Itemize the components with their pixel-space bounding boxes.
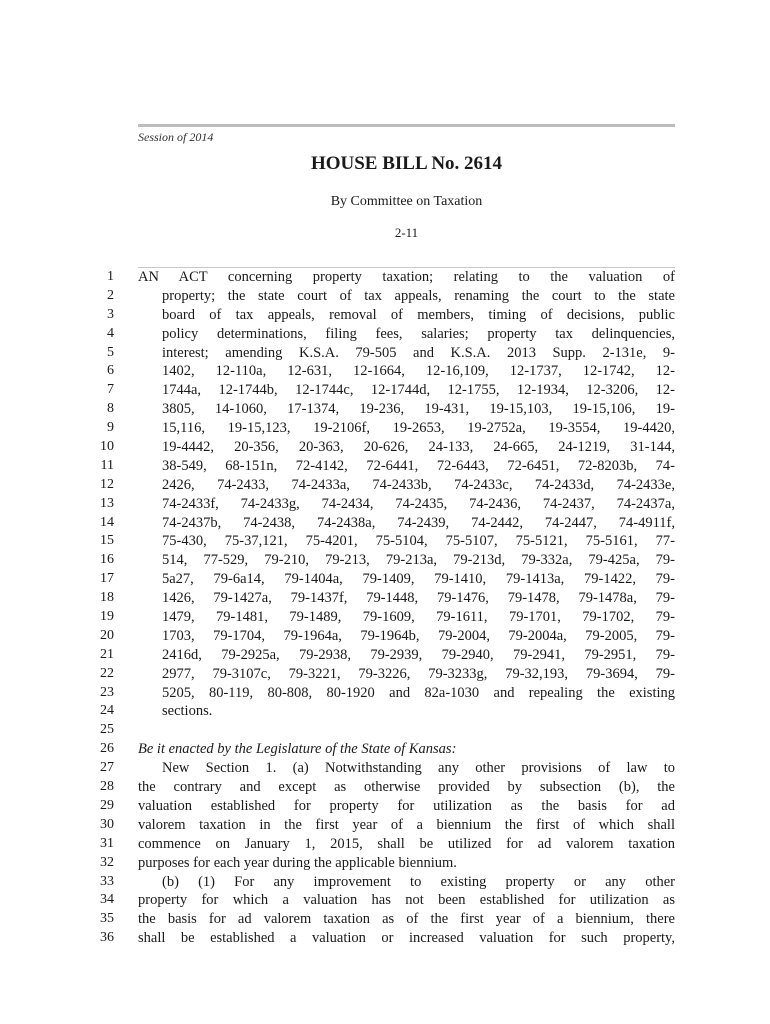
session-label: Session of 2014 [138,130,214,144]
line-number: 4 [107,325,114,341]
bill-line [0,910,770,929]
line-text: 514, 77-529, 79-210, 79-213, 79-213a, 79-213d, 79-332a, 79-425a, 79- [162,552,675,569]
line-number: 21 [100,646,114,662]
line-number: 12 [100,476,114,492]
bill-line [0,551,770,570]
bill-line [0,589,770,608]
bill-title: HOUSE BILL No. 2614 [310,153,503,174]
bill-line [0,797,770,816]
bill-line [0,665,770,684]
line-text: New Section 1. (a) Notwithstanding any other provisions of law to [162,760,675,777]
line-text: policy determinations, filing fees, salaries; property tax delinquencies, [162,325,675,342]
bill-line [0,362,770,381]
line-number: 3 [107,306,114,322]
line-number: 16 [100,552,114,568]
line-number: 29 [100,797,114,813]
bill-line [0,438,770,457]
line-number: 35 [100,911,114,927]
line-text: AN ACT concerning property taxation; relating to the valuation of [138,269,675,285]
line-number: 18 [100,590,114,606]
bill-line [0,381,770,400]
line-number: 15 [100,533,114,549]
bill-line [0,873,770,892]
bill-line [0,306,770,325]
bill-line [0,268,770,287]
bill-line [0,702,770,721]
line-text: interest; amending K.S.A. 79-505 and K.S.A. 2013 Supp. 2-131e, 9- [162,344,675,361]
line-text: 1703, 79-1704, 79-1964a, 79-1964b, 79-2004, 79-2004a, 79-2005, 79- [162,627,675,644]
line-number: 33 [100,873,114,889]
line-text: 75-430, 75-37,121, 75-4201, 75-5104, 75-5107, 75-5121, 75-5161, 77- [162,533,675,550]
line-text: valuation established for property for utilization as the basis for ad [138,797,675,814]
line-number: 25 [100,722,114,738]
line-number: 1 [107,269,114,284]
line-number: 34 [100,892,114,908]
line-text: property for which a valuation has not been established for utilization as [138,892,675,909]
line-text: 3805, 14-1060, 17-1374, 19-236, 19-431, 19-15,103, 19-15,106, 19- [162,401,675,418]
bill-line [0,344,770,363]
line-number: 32 [100,854,114,870]
bill-line [0,400,770,419]
line-number: 6 [107,363,114,379]
line-number: 13 [100,495,114,511]
line-number: 28 [100,779,114,795]
line-text: 2426, 74-2433, 74-2433a, 74-2433b, 74-2433c, 74-2433d, 74-2433e, [162,476,675,493]
line-text: property; the state court of tax appeals, renaming the court to the state [162,287,675,304]
line-number: 5 [107,344,114,360]
bill-line [0,721,770,740]
line-number: 31 [100,835,114,851]
bill-line [0,570,770,589]
line-text: commence on January 1, 2015, shall be utilized for ad valorem taxation [138,835,675,852]
line-number: 26 [100,741,114,757]
bill-line [0,646,770,665]
bill-line [0,740,770,759]
line-text: 2416d, 79-2925a, 79-2938, 79-2939, 79-2940, 79-2941, 79-2951, 79- [162,646,675,663]
line-number: 11 [100,457,114,473]
bill-date: 2-11 [394,225,419,240]
line-text: shall be established a valuation or increased valuation for such property, [138,930,675,947]
bill-line [0,854,770,873]
bill-line [0,419,770,438]
bill-line [0,476,770,495]
line-number: 10 [100,439,114,455]
bill-line [0,627,770,646]
line-text: 1744a, 12-1744b, 12-1744c, 12-1744d, 12-1755, 12-1934, 12-3206, 12- [162,382,675,399]
line-number: 36 [100,930,114,946]
line-number: 9 [107,420,114,436]
line-text: 74-2433f, 74-2433g, 74-2434, 74-2435, 74-2436, 74-2437, 74-2437a, [162,495,675,512]
bill-line [0,287,770,306]
line-text: 19-4442, 20-356, 20-363, 20-626, 24-133, 24-665, 24-1219, 31-144, [162,439,675,456]
line-text: 38-549, 68-151n, 72-4142, 72-6441, 72-6443, 72-6451, 72-8203b, 74- [162,457,675,474]
line-text: 5205, 80-119, 80-808, 80-1920 and 82a-1030 and repealing the existing [162,684,675,701]
bill-line [0,325,770,344]
line-text: 1426, 79-1427a, 79-1437f, 79-1448, 79-1476, 79-1478, 79-1478a, 79- [162,590,675,607]
line-text: the contrary and except as otherwise provided by subsection (b), the [138,779,675,796]
bill-line [0,835,770,854]
line-number: 22 [100,665,114,681]
bill-line [0,457,770,476]
line-number: 8 [107,401,114,417]
line-number: 2 [107,287,114,303]
line-number: 23 [100,684,114,700]
line-text: board of tax appeals, removal of members, timing of decisions, public [162,306,675,323]
bill-line [0,759,770,778]
line-text: sections. [162,703,213,720]
bill-line [0,816,770,835]
line-number: 30 [100,816,114,832]
bill-line [0,532,770,551]
top-rule [138,124,675,127]
line-text: 2977, 79-3107c, 79-3221, 79-3226, 79-3233g, 79-32,193, 79-3694, 79- [162,665,675,682]
bill-line [0,929,770,948]
bill-line [0,891,770,910]
line-text: Be it enacted by the Legislature of the State of Kansas: [138,741,457,758]
line-text: 1479, 79-1481, 79-1489, 79-1609, 79-1611, 79-1701, 79-1702, 79- [162,609,675,626]
line-text: 15,116, 19-15,123, 19-2106f, 19-2653, 19-2752a, 19-3554, 19-4420, [162,420,675,437]
line-text: valorem taxation in the first year of a biennium the first of which shall [138,816,675,833]
bill-sponsor: By Committee on Taxation [330,194,483,209]
line-text: purposes for each year during the applicable biennium. [138,854,457,871]
line-number: 24 [100,703,114,719]
line-number: 19 [100,609,114,625]
bill-line [0,684,770,703]
bill-line [0,778,770,797]
bill-text [0,268,770,948]
line-number: 27 [100,760,114,776]
line-text: 5a27, 79-6a14, 79-1404a, 79-1409, 79-1410, 79-1413a, 79-1422, 79- [162,571,675,588]
bill-line [0,495,770,514]
line-number: 14 [100,514,114,530]
line-number: 17 [100,571,114,587]
bill-line [0,514,770,533]
line-text: the basis for ad valorem taxation as of the first year of a biennium, there [138,911,675,928]
line-text: (b) (1) For any improvement to existing property or any other [162,873,675,890]
bill-line [0,608,770,627]
line-number: 20 [100,627,114,643]
line-text: 1402, 12-110a, 12-631, 12-1664, 12-16,109, 12-1737, 12-1742, 12- [162,363,675,380]
line-text: 74-2437b, 74-2438, 74-2438a, 74-2439, 74-2442, 74-2447, 74-4911f, [162,514,675,531]
line-number: 7 [107,382,114,398]
